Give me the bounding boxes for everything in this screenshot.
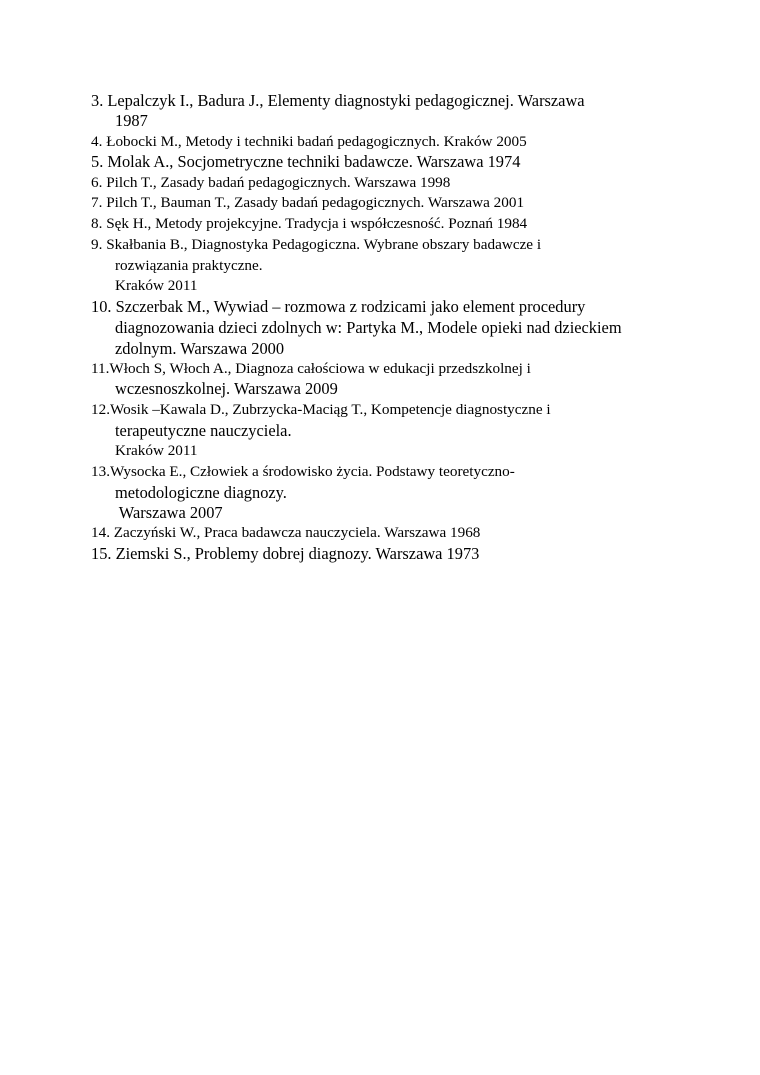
entry-line: rozwiązania praktyczne. (115, 257, 263, 274)
entry-line: 1987 (115, 111, 148, 130)
entry-line: 8. Sęk H., Metody projekcyjne. Tradycja i współczesność. Poznań 1984 (91, 215, 528, 232)
entry-line: 11.Włoch S, Włoch A., Diagnoza całościowa w edukacji przedszkolnej i (91, 360, 531, 377)
entry-line: 6. Pilch T., Zasady badań pedagogicznych. Warszawa 1998 (91, 174, 451, 191)
entry-line: wczesnoszkolnej. Warszawa 2009 (115, 379, 338, 398)
entry-line: diagnozowania dzieci zdolnych w: Partyka M., Modele opieki nad dzieckiem (115, 318, 622, 337)
entry-line: 7. Pilch T., Bauman T., Zasady badań pedagogicznych. Warszawa 2001 (91, 194, 525, 211)
entry-line: 12.Wosik –Kawala D., Zubrzycka-Maciąg T., Kompetencje diagnostyczne i (91, 401, 551, 418)
entry-line: 15. Ziemski S., Problemy dobrej diagnozy. Warszawa 1973 (91, 544, 480, 563)
entry-line: Warszawa 2007 (115, 503, 223, 522)
entry-line: 5. Molak A., Socjometryczne techniki badawcze. Warszawa 1974 (91, 152, 521, 171)
entry-line: 3. Lepalczyk I., Badura J., Elementy diagnostyki pedagogicznej. Warszawa (91, 91, 585, 110)
entry-line: Kraków 2011 (115, 277, 198, 294)
entry-line: 9. Skałbania B., Diagnostyka Pedagogiczna. Wybrane obszary badawcze i (91, 236, 542, 253)
entry-line: zdolnym. Warszawa 2000 (115, 339, 285, 358)
entry-line: metodologiczne diagnozy. (115, 483, 287, 502)
entry-line: 4. Łobocki M., Metody i techniki badań pedagogicznych. Kraków 2005 (91, 133, 527, 150)
entry-line: 10. Szczerbak M., Wywiad – rozmowa z rodzicami jako element procedury (91, 297, 586, 316)
entry-line: 13.Wysocka E., Człowiek a środowisko życia. Podstawy teoretyczno- (91, 463, 515, 480)
entry-line: Kraków 2011 (115, 442, 198, 459)
entry-line: 14. Zaczyński W., Praca badawcza nauczyciela. Warszawa 1968 (91, 524, 481, 541)
entry-line: terapeutyczne nauczyciela. (115, 421, 292, 440)
